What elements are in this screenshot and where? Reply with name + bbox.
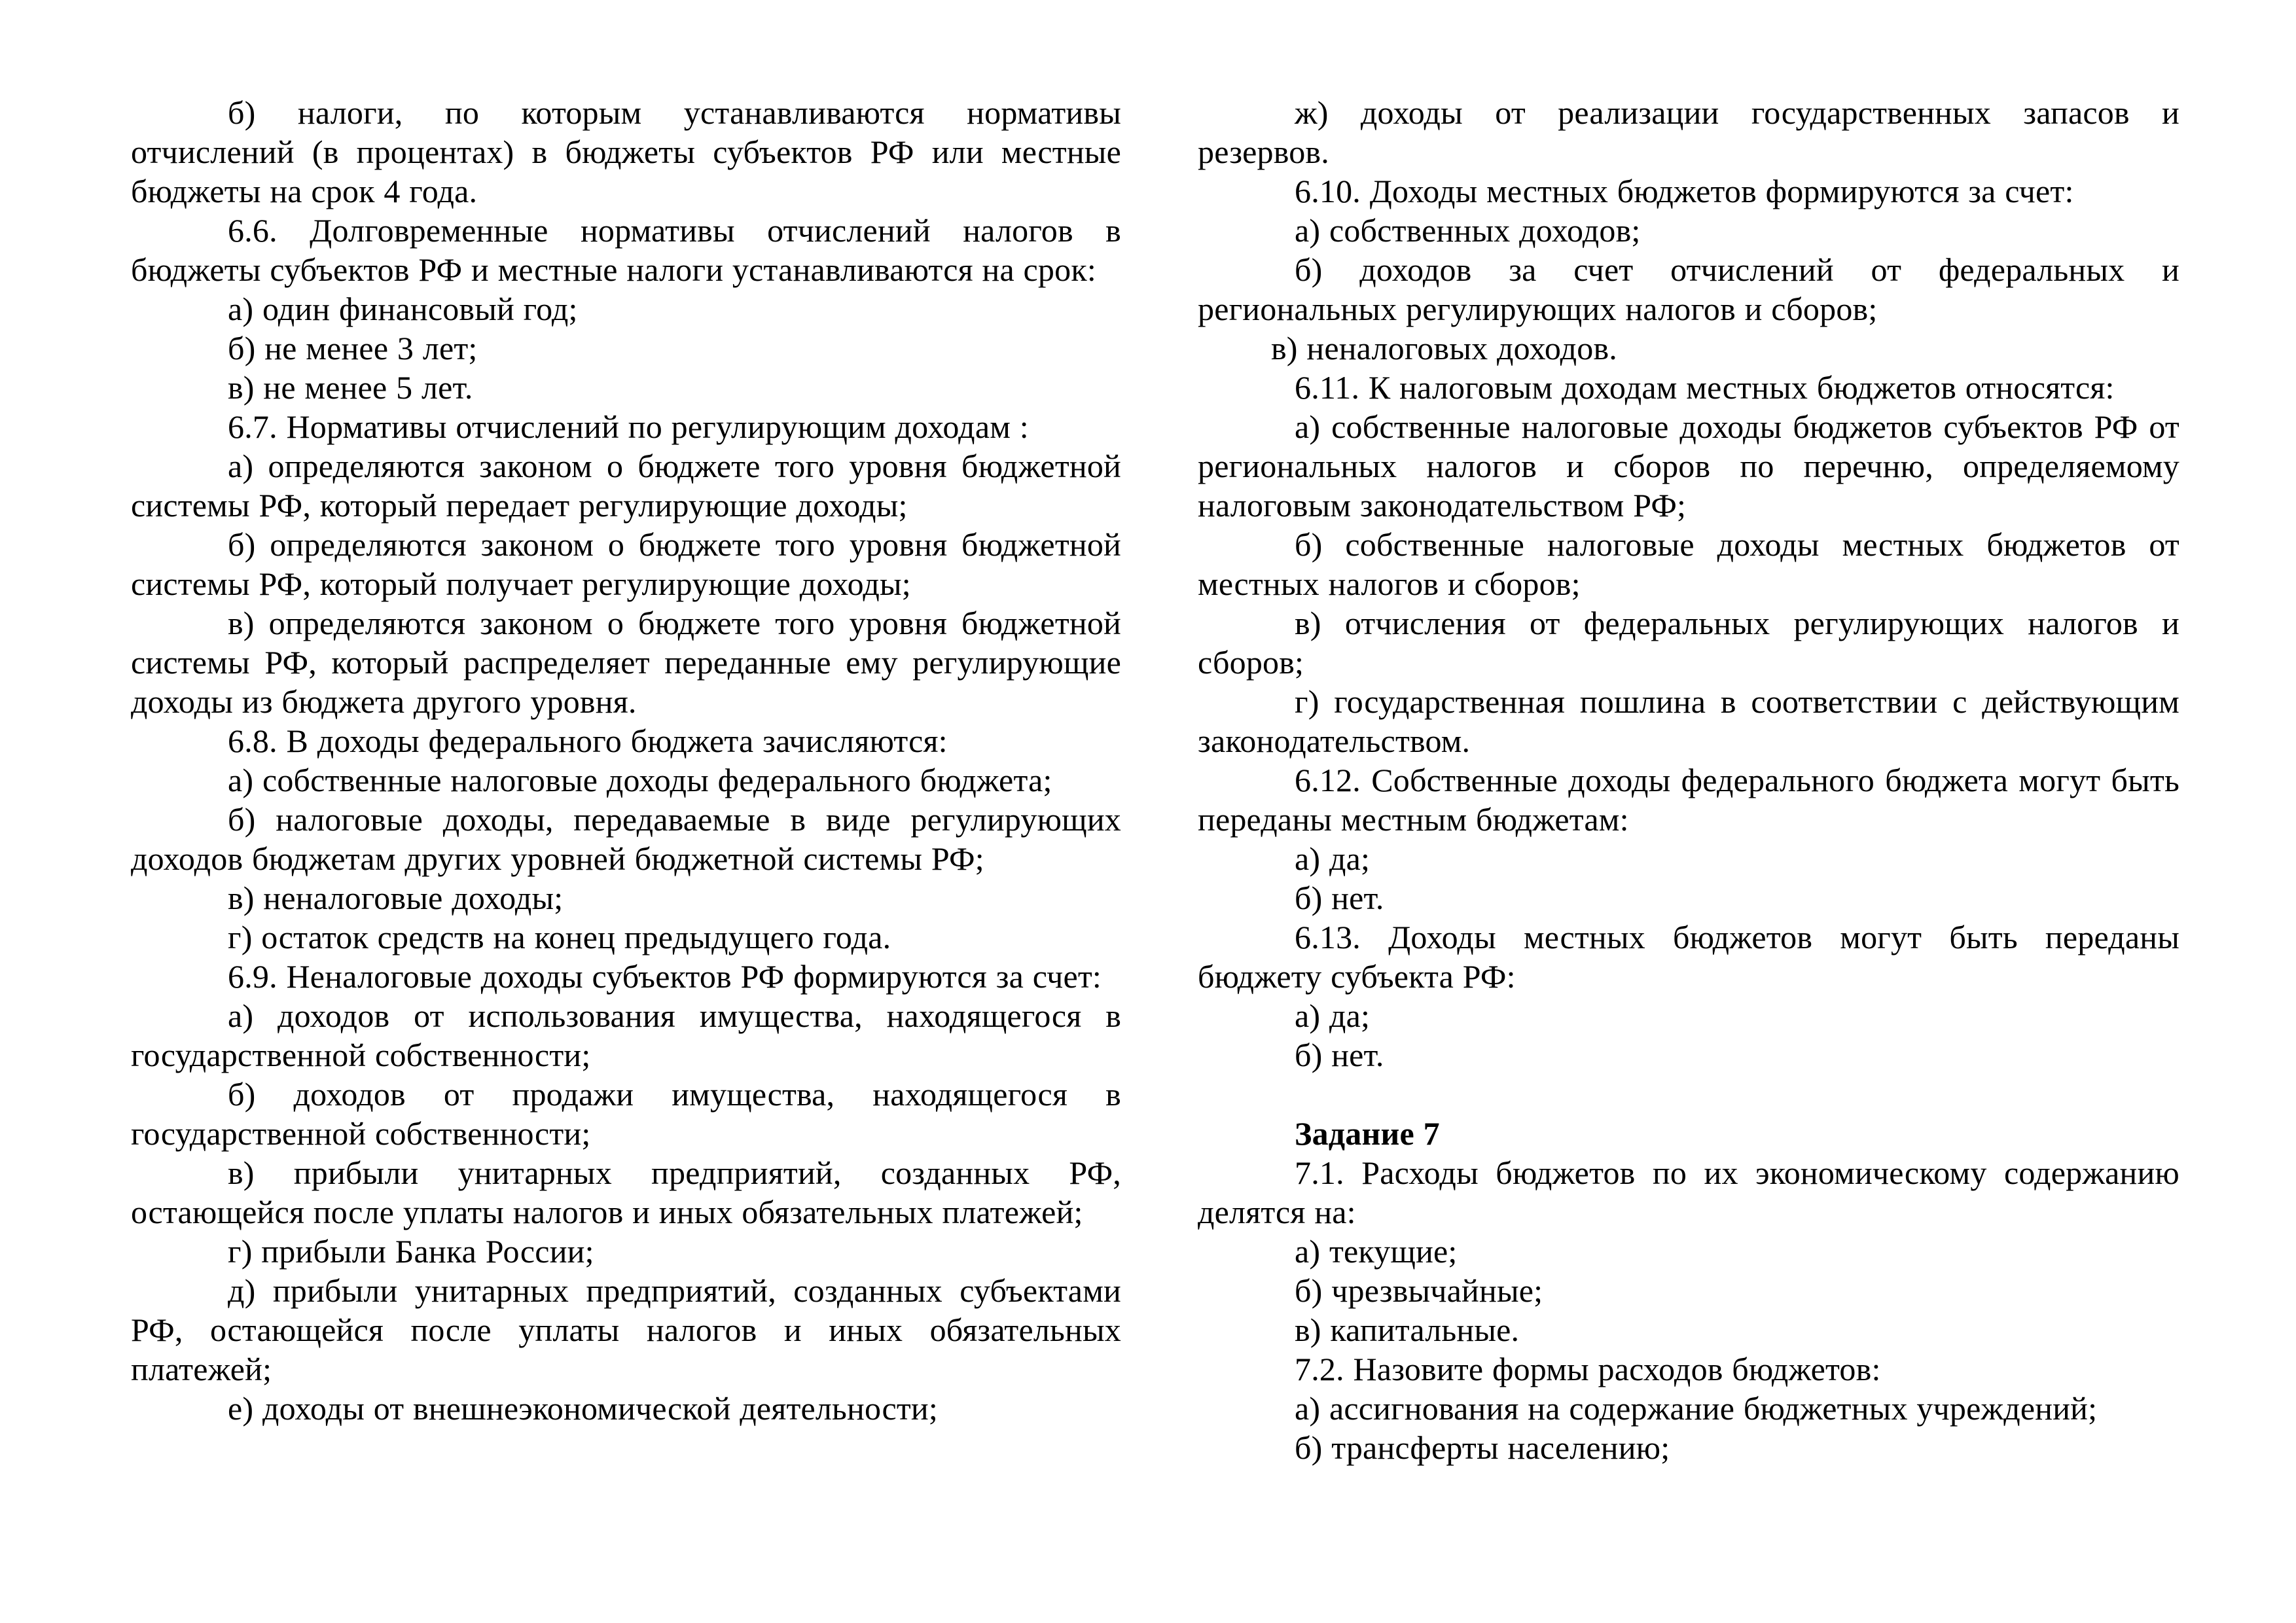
paragraph: б) собственные налоговые доходы местных бюджетов от местных налогов и сборов; xyxy=(1198,526,2179,602)
paragraph: а) ассигнования на содержание бюджетных учреждений; xyxy=(1295,1390,2098,1427)
paragraph: 6.9. Неналоговые доходы субъектов РФ формируются за счет: xyxy=(228,958,1102,995)
paragraph: е) доходы от внешнеэкономической деятельности; xyxy=(228,1390,938,1427)
paragraph: б) доходов от продажи имущества, находящегося в государственной собственности; xyxy=(131,1076,1121,1152)
paragraph: б) нет. xyxy=(1295,1037,1384,1073)
paragraph: ж) доходы от реализации государственных запасов и резервов. xyxy=(1198,94,2179,170)
paragraph: д) прибыли унитарных предприятий, созданных субъектами РФ, остающейся после уплаты налогов и иных обязательных платежей; xyxy=(131,1272,1121,1387)
paragraph: в) не менее 5 лет. xyxy=(228,369,473,406)
paragraph: б) налоги, по которым устанавливаются нормативы отчислений (в процентах) в бюджеты субъектов РФ или местные бюджеты на срок 4 года. xyxy=(131,94,1121,209)
paragraph: 6.7. Нормативы отчислений по регулирующим доходам : xyxy=(228,408,1029,445)
paragraph: в) отчисления от федеральных регулирующих налогов и сборов; xyxy=(1198,605,2179,681)
paragraph: а) собственных доходов; xyxy=(1295,212,1641,249)
paragraph: Задание 7 xyxy=(1295,1115,1440,1152)
paragraph: а) да; xyxy=(1295,997,1371,1034)
paragraph: а) текущие; xyxy=(1295,1233,1458,1270)
paragraph: а) определяются законом о бюджете того уровня бюджетной системы РФ, который передает регулирующие доходы; xyxy=(131,448,1121,524)
paragraph: б) доходов за счет отчислений от федеральных и региональных регулирующих налогов и сборов; xyxy=(1198,251,2179,327)
paragraph: б) трансферты населению; xyxy=(1295,1429,1670,1466)
left-column xyxy=(131,93,1121,1428)
paragraph: г) прибыли Банка России; xyxy=(228,1233,594,1270)
paragraph: 6.13. Доходы местных бюджетов могут быть переданы бюджету субъекта РФ: xyxy=(1198,919,2179,995)
paragraph: б) определяются законом о бюджете того уровня бюджетной системы РФ, который получает регулирующие доходы; xyxy=(131,526,1121,602)
paragraph: а) да; xyxy=(1295,840,1371,877)
paragraph: а) доходов от использования имущества, находящегося в государственной собственности; xyxy=(131,997,1121,1073)
paragraph: в) прибыли унитарных предприятий, созданных РФ, остающейся после уплаты налогов и иных обязательных платежей; xyxy=(131,1154,1121,1230)
paragraph: б) не менее 3 лет; xyxy=(228,330,478,366)
paragraph: б) нет. xyxy=(1295,880,1384,916)
paragraph: 6.11. К налоговым доходам местных бюджетов относятся: xyxy=(1295,369,2115,406)
paragraph: в) неналоговые доходы; xyxy=(228,880,564,916)
paragraph: в) капитальные. xyxy=(1295,1311,1520,1348)
paragraph: г) остаток средств на конец предыдущего года. xyxy=(228,919,891,955)
paragraph: в) определяются законом о бюджете того уровня бюджетной системы РФ, который распределяет переданные ему регулирующие доходы из бюджета другого уровня. xyxy=(131,605,1121,720)
paragraph: 6.12. Собственные доходы федерального бюджета могут быть переданы местным бюджетам: xyxy=(1198,762,2179,838)
paragraph: г) государственная пошлина в соответствии с действующим законодательством. xyxy=(1198,683,2179,759)
paragraph: а) собственные налоговые доходы бюджетов субъектов РФ от региональных налогов и сборов по перечню, определяемому налоговым законодательством РФ; xyxy=(1198,408,2179,524)
paragraph: 6.6. Долговременные нормативы отчислений налогов в бюджеты субъектов РФ и местные налоги устанавливаются на срок: xyxy=(131,212,1121,288)
paragraph: 6.10. Доходы местных бюджетов формируются за счет: xyxy=(1295,173,2074,209)
paragraph: б) налоговые доходы, передаваемые в виде регулирующих доходов бюджетам других уровней бюджетной системы РФ; xyxy=(131,801,1121,877)
paragraph: в) неналоговых доходов. xyxy=(1271,330,1618,366)
paragraph: а) собственные налоговые доходы федерального бюджета; xyxy=(228,762,1052,798)
paragraph: 7.2. Назовите формы расходов бюджетов: xyxy=(1295,1351,1881,1387)
paragraph: 7.1. Расходы бюджетов по их экономическому содержанию делятся на: xyxy=(1198,1154,2179,1230)
blank-line xyxy=(1198,1075,2179,1114)
paragraph: б) чрезвычайные; xyxy=(1295,1272,1543,1309)
paragraph: 6.8. В доходы федерального бюджета зачисляются: xyxy=(228,722,948,759)
right-column xyxy=(1198,93,2179,1467)
paragraph: а) один финансовый год; xyxy=(228,291,578,327)
